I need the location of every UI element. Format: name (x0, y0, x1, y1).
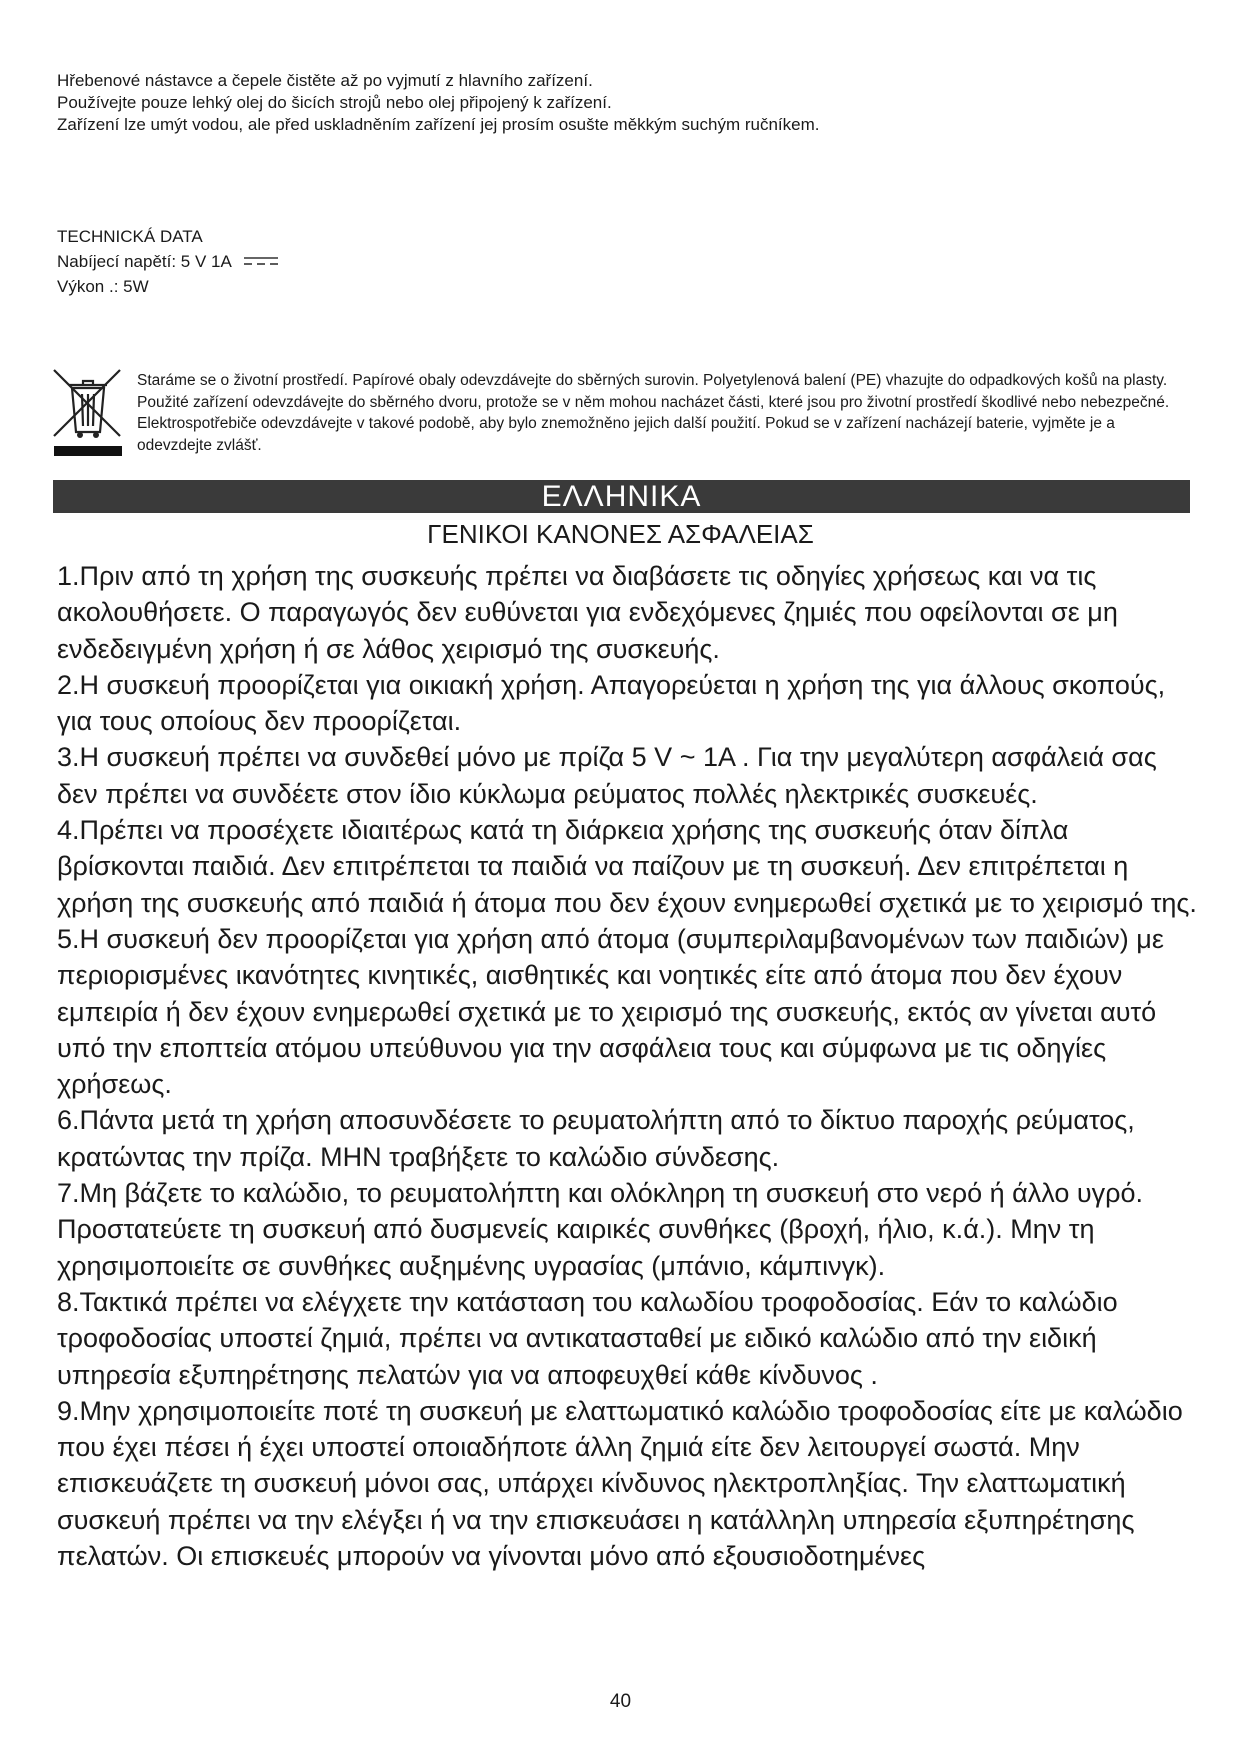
safety-rule: 9.Μην χρησιμοποιείτε ποτέ τη συσκευή με ελαττωματικό καλώδιο τροφοδοσίας είτε με καλώδιο που έχει πέσει ή έχει υποστεί οποιαδήποτε άλλη ζημιά είτε δεν λειτουργεί σωστά. Μην επισκευάζετε τη συσκευή μόνοι σας, υπάρχει κίνδυνος ηλεκτροπληξίας. Την ελαττωματική συσκευή πρέπει να την ελέγξει ή να την επισκευάσει η κατάλληλη υπηρεσία εξυπηρέτησης πελατών. Οι επισκευές μπορούν να γίνονται μόνο από εξουσιοδοτημένες (57, 1395, 1183, 1572)
care-line: Zařízení lze umýt vodou, ale před uskladněním zařízení jej prosím osušte měkkým suchým ručníkem. (57, 115, 820, 134)
safety-rule: 1.Πριν από τη χρήση της συσκευής πρέπει να διαβάσετε τις οδηγίες χρήσεως και να τις ακολουθήσετε. Ο παραγωγός δεν ευθύνεται για ενδεχόμενες ζημιές που οφείλονται σε μη ενδεδειγμένη χρήση ή σε λάθος χειρισμό της συσκευής. (57, 561, 1118, 664)
environment-notice: Staráme se o životní prostředí. Papírové obaly odevzdávejte do sběrných surovin. Polyetylenová balení (PE) vhazujte do odpadkových košů na plasty. Použité zařízení odevzdávejte do sběrného dvoru, protože se v něm mohou nacházet části, které jsou pro životní prostředí škodlivé nebo nebezpečné. Elektrospotřebiče odevzdávejte v takové podobě, aby bylo znemožněno jejich další použití. Pokud se v zařízení nacházejí baterie, vyjměte je a odevzdejte zvlášť. (137, 372, 1170, 454)
dc-current-icon (244, 256, 278, 266)
safety-rule: 6.Πάντα μετά τη χρήση αποσυνδέσετε το ρευματολήπτη από το δίκτυο παροχής ρεύματος, κρατώντας την πρίζα. ΜΗΝ τραβήξετε το καλώδιο σύνδεσης. (57, 1105, 1135, 1172)
page-number: 40 (609, 1691, 632, 1712)
language-banner: ΕΛΛΗΝΙΚΑ (53, 480, 1190, 513)
tech-voltage: Nabíjecí napětí: 5 V 1A (57, 252, 232, 271)
safety-rule: 2.Η συσκευή προορίζεται για οικιακή χρήση. Απαγορεύεται η χρήση της για άλλους σκοπούς, για τους οποίους δεν προορίζεται. (57, 669, 1166, 737)
tech-voltage-row (57, 249, 278, 274)
safety-rule: 7.Μη βάζετε το καλώδιο, το ρευματολήπτη και ολόκληρη τη συσκευή στο νερό ή άλλο υγρό. Προστατεύετε τη συσκευή από δυσμενείς καιρικές συνθήκες (βροχή, ήλιο, κ.ά.). Μην τη χρησιμοποιείτε σε συνθήκες αυξημένης υγρασίας (μπάνιο, κάμπινγκ). (57, 1178, 1143, 1281)
safety-rule: 5.Η συσκευή δεν προορίζεται για χρήση από άτομα (συμπεριλαμβανομένων των παιδιών) με περιορισμένες ικανότητες κινητικές, αισθητικές και νοητικές είτε από άτομα που δεν έχουν εμπειρία ή δεν έχουν ενημερωθεί σχετικά με το χειρισμό της συσκευής, εκτός αν γίνεται αυτό υπό την εποπτεία ατόμου υπεύθυνου για την ασφάλεια τους και σύμφωνα με τις οδηγίες χρήσεως. (57, 923, 1164, 1100)
safety-rule: 3.Η συσκευή πρέπει να συνδεθεί μόνο με πρίζα 5 V ~ 1A . Για την μεγαλύτερη ασφάλειά σας δεν πρέπει να συνδέετε στον ίδιο κύκλωμα ρεύματος πολλές ηλεκτρικές συσκευές. (57, 742, 1157, 809)
crossed-out-bin-icon (50, 366, 126, 462)
safety-rule: 4.Πρέπει να προσέχετε ιδιαιτέρως κατά τη διάρκεια χρήσης της συσκευής όταν δίπλα βρίσκονται παιδιά. Δεν επιτρέπεται τα παιδιά να παίζουν με τη συσκευή. Δεν επιτρέπεται η χρήση της συσκευής από παιδιά ή άτομα που δεν έχουν ενημερωθεί σχετικά με το χειρισμό της. (57, 815, 1197, 918)
care-line: Hřebenové nástavce a čepele čistěte až po vyjmutí z hlavního zařízení. (57, 71, 593, 90)
care-line: Používejte pouze lehký olej do šicích strojů nebo olej připojený k zařízení. (57, 93, 612, 112)
safety-rules (57, 558, 1197, 1574)
care-instructions (57, 70, 1187, 136)
tech-heading: TECHNICKÁ DATA (57, 227, 203, 246)
safety-rule: 8.Τακτικά πρέπει να ελέγχετε την κατάσταση του καλωδίου τροφοδοσίας. Εάν το καλώδιο τροφοδοσίας υποστεί ζημιά, πρέπει να αντικατασταθεί με ειδικό καλώδιο από την ειδική υπηρεσία εξυπηρέτησης πελατών για να αποφευχθεί κάθε κίνδυνος . (57, 1286, 1118, 1390)
section-title: ΓΕΝΙΚΟΙ ΚΑΝΟΝΕΣ ΑΣΦΑΛΕΙΑΣ (427, 519, 814, 549)
technical-data (57, 224, 278, 299)
tech-power: Výkon .: 5W (57, 277, 149, 296)
